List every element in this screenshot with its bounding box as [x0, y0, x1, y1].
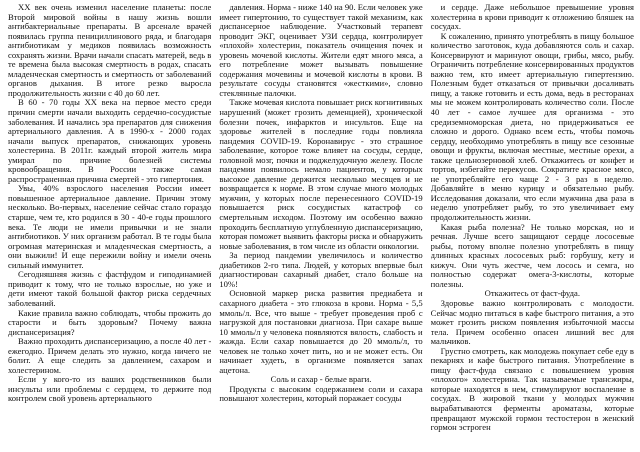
paragraph: Какие правила важно соблюдать, чтобы прожить до старости и быть здоровым? Почему важна диспансеризация?: [8, 307, 212, 337]
paragraph: XX век очень изменил население планеты: после Второй мировой войны в нашу жизнь вошли антибактериальные препараты. В арсенале врачей появилась группа пенициллинового ряда, и благодаря антибиотикам у медиков появилась возможность сохранять жизни. Врачи начали спасать матерей, ведь в те времена была высокая смертность в родах, спасать младенческая смертность и смертность от заболеваний органов дыхания. В итоге резко выросла продолжительность жизни с 40 до 60 лет.: [8, 3, 212, 98]
article-column-2: [219, 3, 422, 452]
paragraph: Продукты с высоким содержанием соли и сахара повышают холестерин, который поражает сосуды: [219, 383, 423, 404]
section-heading: Откажитесь от фаст-фуда.: [484, 288, 580, 299]
paragraph: Здоровье важно контролировать с молодости. Сейчас модно питаться в кафе быстрого питания, а это может грозить риском появления избыточной массы тела. Причем особенно опасен лишний вес для мальчиков.: [430, 297, 634, 347]
paragraph: Увы, 40% взрослого населения России имеет повышенное артериальное давление. Причин этому несколько. Во-первых, население сейчас стало гораздо старше, чем те, кто родился в 30 - 40-е годы прошлого века. Те люди не имели привычки и не знали антибиотиков. У них организм работал. В те годы была огромная материнская и младенческая смертность, а они выжили! И еще пережили войну и имели очень сильный иммунитет.: [8, 183, 212, 270]
section-heading: Соль и сахар - белые враги.: [270, 374, 372, 385]
article-column-1: [8, 3, 211, 452]
paragraph: Основной маркер риска развития предиабета и сахарного диабета - это глюкоза в крови. Норма - 5,5 ммоль/л. Все, что выше - требует проведения проб с нагрузкой для постановки диагноза. При сахаре выше 10 ммоль/л у человека появляются вялость, слабость и жажда. Если сахар повышается до 20 ммоль/л, то человек не только хочет пить, но и не может есть. Он начинает худеть, в организме появляется запах ацетона.: [219, 288, 423, 375]
paragraph: Какая рыба полезна? Не только морская, но и речная. Лучше всего защищают сердце лососевые рыбы, потому вполне полезно употреблять в пищу длинных красных лососевых рыб: горбушу, кету и кижуч. Они чуть жестче, чем лосось и семга, но полностью содержат омега-3-кислоты, которые полезны.: [430, 221, 634, 289]
paragraph: За период пандемии увеличилось и количество диабетиков 2-го типа. Людей, у которых впервые был диагностирован сахарный диабет, стало больше на 10%!: [219, 250, 423, 289]
paragraph: К сожалению, принято употреблять в пищу большое количество заготовок, куда добавляются соль и сахар. Консервируют и маринуют овощи, грибы, мясо, рыбу. Ограничить потребление консервированных продуктов важно тем, кто имеет артериальную гипертензию. Полезным будет отказаться от привычки досаливать пищу, а также готовить и есть дома, ведь в ресторанах мы не можем контролировать количество соли. После 40 лет - самое лучшее для организма - это средиземноморская диета, но придерживаться ее сложно и дорого. Однако всем есть, чтобы помочь сердцу, необходимо употреблять в пищу все сезонные овощи и фрукты, включая местные, местные орехи, а также цельнозерновой хлеб. Откажитесь от конфет и тортов, избегайте перекусов. Сократите красное мясо, не употребляйте его чаще 2 - 3 раз в неделю. Добавляйте в меню курицу и обязательно рыбу. Исследования доказали, что если мужчина два раза в неделю употребляет рыбу, то это увеличивает ему продолжительность жизни.: [430, 30, 634, 223]
paragraph: Также мочевая кислота повышает риск когнитивных нарушений (может грозить деменцией), хронической болезни почек, инфарктов и инсультов. Еще на здоровье жителей в последние годы повлияла пандемия COVID-19. Коронавирус - это страшное заболевание, которое тоже влияет на сосуды, сердце, головной мозг, почки и поджелудочную железу. После пандемии появилось немало пациентов, у которых высокое давление держится несколько месяцев и не возвращается к норме. В этом случае много молодых мужчин, у которых после перенесенного COVID-19 повышается риск сосудистых катастроф со смертельным исходом. Поэтому им особенно важно проходить бесплатную углубленную диспансеризацию, которая поможет выявить факторы риска и обнаружить новые заболевания, в том числе из области онкологии.: [219, 97, 423, 251]
paragraph: Грустно смотреть, как молодежь покупает себе еду в пекарнях и кафе быстрого питания. Употребление в пищу фаст-фуда связано с повышением уровня «плохого» холестерина. Так называемые трансжиры, которые находятся в нем, стимулируют воспаление в сосудах. В жировой ткани у молодых мужчин вырабатываются ферменты ароматазы, которые превращают мужской гормон тестостерон в женский гормон эстроген: [430, 345, 634, 433]
paragraph: Сегодняшняя жизнь с фастфудом и гиподинамией приводит к тому, что не только взрослые, но уже и дети имеют такой большой фактор риска сердечных заболеваний.: [8, 269, 212, 308]
paragraph: давления. Норма - ниже 140 на 90. Если человек уже имеет гипертонию, то существует такой механизм, как диспансерное наблюдение. Участковый терапевт проводит ЭКГ, оценивает УЗИ сердца, контролирует «плохой» холестерин, показатель очищения почек и уровень мочевой кислоты. Жители едят много мяса, а его потребление может вызывать повышение содержания мочевины и мочевой кислоты в крови. В результате сосуды становятся «жесткими», словно стеклянные палочки.: [219, 3, 423, 98]
paragraph: и сердце. Даже небольшое превышение уровня холестерина в крови приводит к отложению бляшек на сосудах.: [430, 3, 634, 32]
paragraph: Важно проходить диспансеризацию, а после 40 лет - ежегодно. Причем делать это нужно, когда ничего не болит. А еще следить за давлением, сахаром и холестерином.: [8, 336, 212, 375]
article-column-3: [431, 3, 634, 452]
paragraph: В 60 - 70 годы XX века на первое место среди причин смерти начали выходить сердечно-сосудистые заболевания. И начались эра препаратов для снижения артериального давления. А в 1990-х - 2000 годах начали выпуск препаратов, снижающих уровень холестерина. В 2011г. каждый второй житель мира умирал по причине болезней системы кровообращения. В России также самая распространенная причина смертей - это гипертония.: [8, 97, 212, 184]
paragraph: Если у кого-то из ваших родственников были инсульты или проблемы с сердцем, то держите под контролем свой уровень артериального: [8, 374, 212, 404]
